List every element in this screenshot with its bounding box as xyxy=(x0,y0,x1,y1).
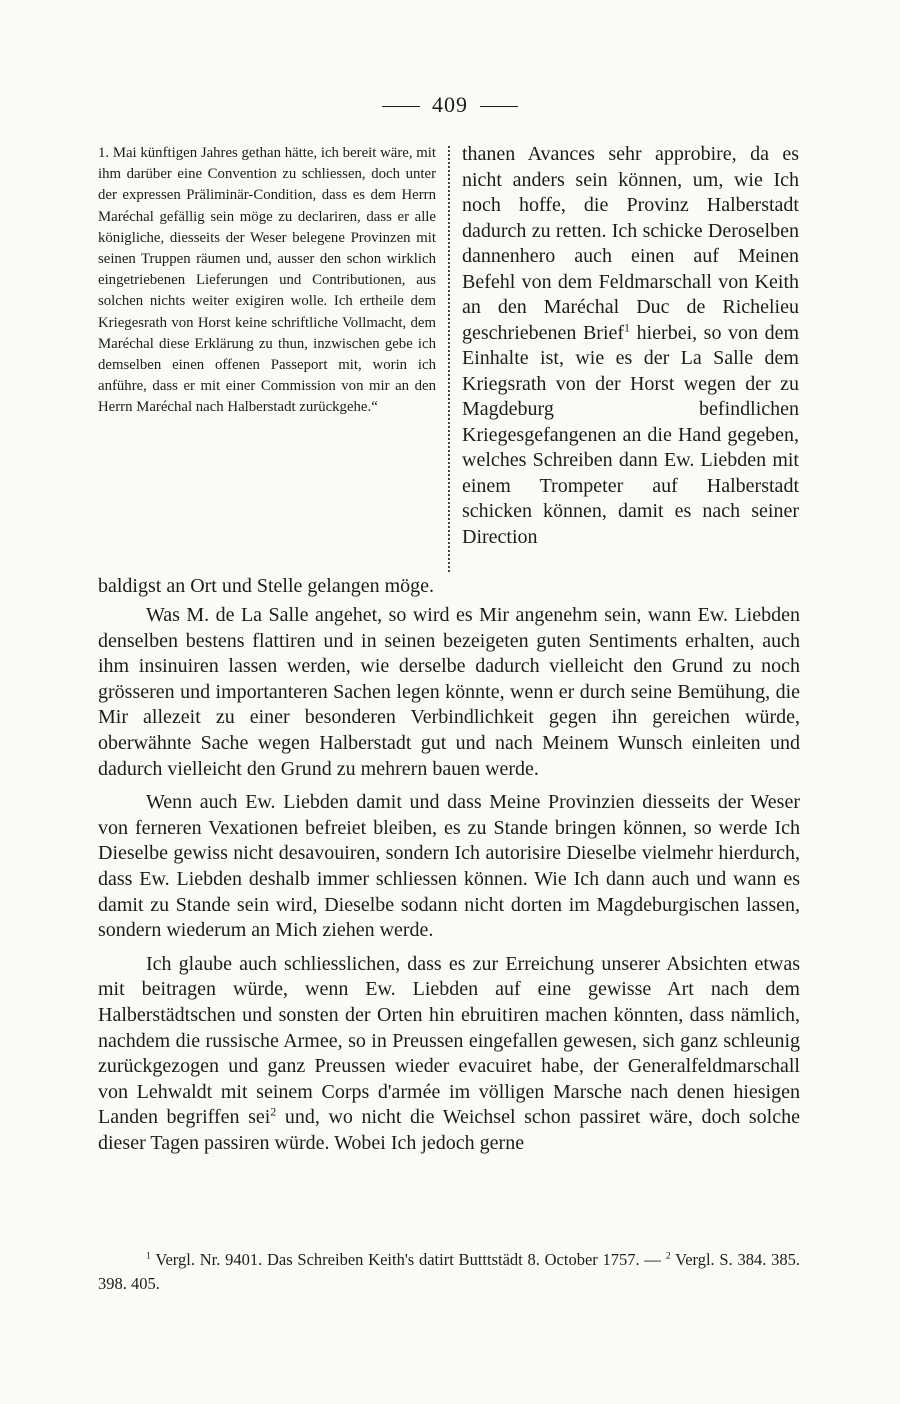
paragraph-russische-armee xyxy=(98,952,800,1157)
footnote-block xyxy=(98,1248,800,1296)
page-number: 409 xyxy=(432,92,468,117)
footnote-1-marker: 1 xyxy=(146,1250,151,1262)
quoted-note-text: 1. Mai künftigen Jahres gethan hätte, ich bereit wäre, mit ihm darüber eine Convention zu schliessen, doch unter der expressen Präliminär-Condition, dass es dem Herrn Maréchal gefällig sein möge zu declariren, dass er alle königliche, diesseits der Weser belegene Provinzen mit seinen Truppen räumen und, ausser den schon wirklich eingetriebenen Lieferungen und Contributionen, aus solchen nichts weiter exigiren wolle. Ich ertheile dem Kriegesrath von Horst keine schriftliche Vollmacht, dem Maréchal diese Erklärung zu thun, inzwischen gebe ich demselben einen offenen Passeport mit, worin ich anführe, dass er mit einer Commission von mir an den Herrn Maréchal nach Halberstadt zurückgehe.“ xyxy=(98,145,436,416)
paragraph-provinzien: Wenn auch Ew. Liebden damit und dass Meine Provinzien diesseits der Weser von ferneren Vexationen befreiet bleiben, es zu Stande bringen können, so werde Ich Dieselbe gewiss nicht desavouiren, sondern Ich autorisire Dieselbe vielmehr hierdurch, dass Ew. Liebden deshalb immer schliessen können. Wie Ich dann auch und wann es damit zu Stande sein wird, Dieselbe sodann nicht dorten im Magdeburgischen lassen, sondern wiederum an Mich ziehen werde. xyxy=(98,791,800,942)
main-text-after-note: hierbei, so von dem Einhalte ist, wie es der La Salle dem Kriegsrath von der Horst wegen der zu Magdeburg befindlichen Kriegesgefangenen an die Hand gegeben, welches Schreiben dann Ew. Liebden mit einem Trompeter auf Halberstadt schicken können, damit es nach seiner Direction xyxy=(462,321,800,548)
main-text-before-note: thanen Avances sehr approbire, da es nicht anders sein können, um, wie Ich noch hoffe, die Provinz Halberstadt dadurch zu retten. Ich schicke Deroselben dannenhero auch einen auf Meinen Befehl von dem Feldmarschall von Keith an den Maréchal Duc de Richelieu geschriebenen Brief xyxy=(462,143,799,344)
continuation-line: baldigst an Ort und Stelle gelangen möge. xyxy=(98,575,435,597)
body-text xyxy=(98,603,800,1164)
footnote-2-marker: 2 xyxy=(665,1250,671,1262)
paragraph-3-before-note: Ich glaube auch schliesslichen, dass es zur Erreichung unserer Absichten etwas mit beitragen würde, wenn Ew. Liebden auf eine gewisse Art nach dem Halberstädtschen und sonsten der Orten hin ebruitiren machen könnten, dass nämlich, nachdem die russische Armee, so in Preussen eingefallen gewesen, sich ganz schleunig zurückgezogen und ganz Preussen wieder evacuiret habe, der Generalfeldmarschall von Lehwaldt mit seinem Corps d'armée im völligen Marsche nach denen hiesigen Landen begriffen sei xyxy=(98,952,800,1129)
paragraph-3-after-note: und, wo nicht die Weichsel schon passiret wäre, doch solche dieser Tagen passiren würde. Wobei Ich jedoch gerne xyxy=(98,1106,800,1154)
main-text-column-paragraph xyxy=(462,142,799,550)
footnote-2-text: Vergl. S. 384. 385. 398. 405. xyxy=(98,1250,801,1293)
footnote-1-text: Vergl. Nr. 9401. Das Schreiben Keith's datirt Butttstädt 8. October 1757. xyxy=(150,1250,640,1269)
column-divider xyxy=(448,146,450,572)
header-dash-left xyxy=(382,106,420,107)
footnotes xyxy=(98,1248,800,1296)
paragraph-la-salle: Was M. de La Salle angehet, so wird es Mir angenehm sein, wann Ew. Liebden denselben bestens flattiren und in seinen bezeigeten guten Sentiments erhalten, auch ihm insinuiren lassen werden, wie derselbe dadurch vielleicht den Grund zu noch grösseren und importanteren Sachen legen könnte, wenn er durch seine Bemühung, die Mir allezeit zu einer besonderen Verbindlichkeit gegen ihn gereichen würde, oberwähnte Sache wegen Halberstadt gut und nach Meinem Wunsch einleiten und dadurch vielleicht den Grund zu mehrern bauen werde. xyxy=(98,604,800,780)
footnote-2-prefix: — xyxy=(639,1250,666,1269)
page-number-line xyxy=(0,92,900,118)
main-text-column xyxy=(462,142,799,550)
footnote-ref-1: 1 xyxy=(624,319,631,334)
footnote-ref-2: 2 xyxy=(270,1104,277,1119)
header-dash-right xyxy=(480,106,518,107)
quoted-note-column xyxy=(98,143,436,419)
